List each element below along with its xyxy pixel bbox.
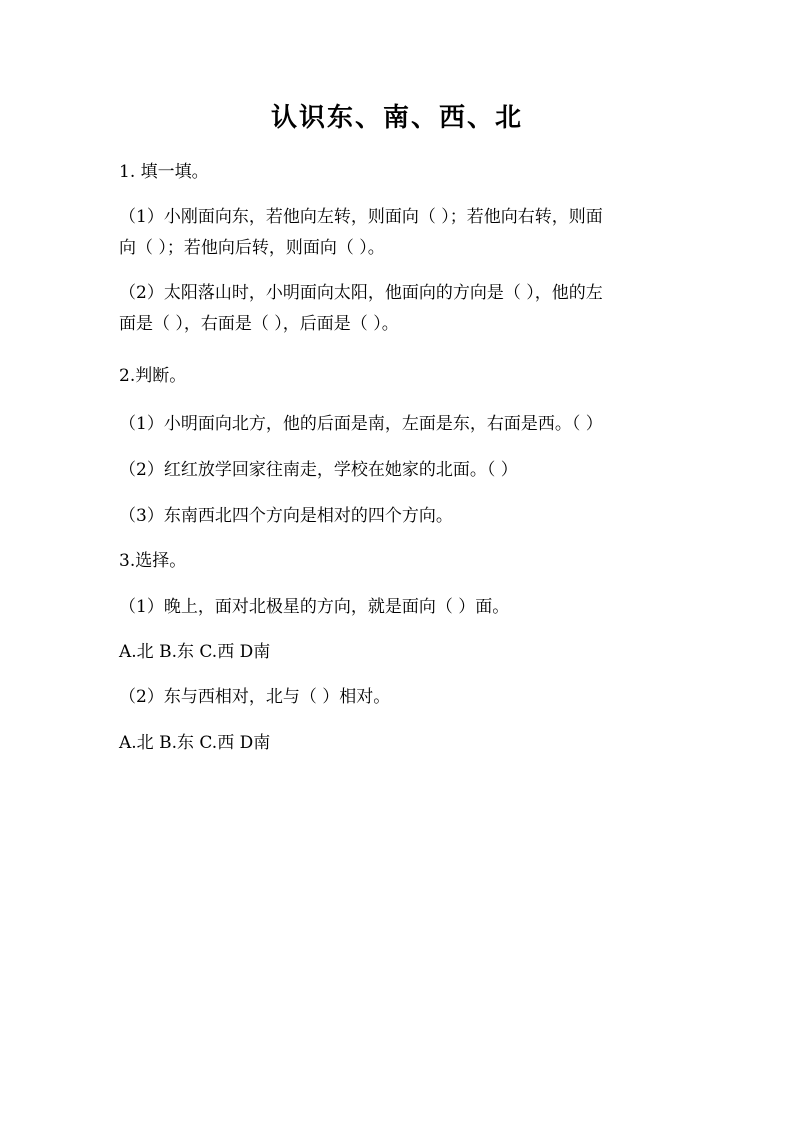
section3-q1-options: A.北 B.东 C.西 D南: [119, 642, 271, 662]
section3-q1: （1）晚上，面对北极星的方向，就是面向（ ）面。: [119, 597, 510, 617]
section1-q2-line2: 面是（ ），右面是（ ），后面是（ ）。: [119, 314, 399, 334]
section2-q1: （1）小明面向北方，他的后面是南，左面是东，右面是西。（ ）: [119, 414, 603, 434]
section3-q2: （2）东与西相对，北与（ ）相对。: [119, 687, 391, 707]
section2-heading: 2.判断。: [119, 366, 187, 386]
document-title: 认识东、南、西、北: [270, 103, 523, 133]
section1-q1-line1: （1）小刚面向东，若他向左转，则面向（ ）；若他向右转，则面: [119, 207, 603, 227]
section1-heading: 1. 填一填。: [119, 162, 209, 182]
section2-q2: （2）红红放学回家往南走，学校在她家的北面。（ ）: [119, 460, 518, 480]
section1-q2-line1: （2）太阳落山时，小明面向太阳，他面向的方向是（ ），他的左: [119, 283, 603, 303]
section3-q2-options: A.北 B.东 C.西 D南: [119, 733, 271, 753]
section1-q1-line2: 向（ ）；若他向后转，则面向（ ）。: [119, 238, 385, 258]
section2-q3: （3）东南西北四个方向是相对的四个方向。: [119, 506, 453, 526]
section3-heading: 3.选择。: [119, 551, 187, 571]
